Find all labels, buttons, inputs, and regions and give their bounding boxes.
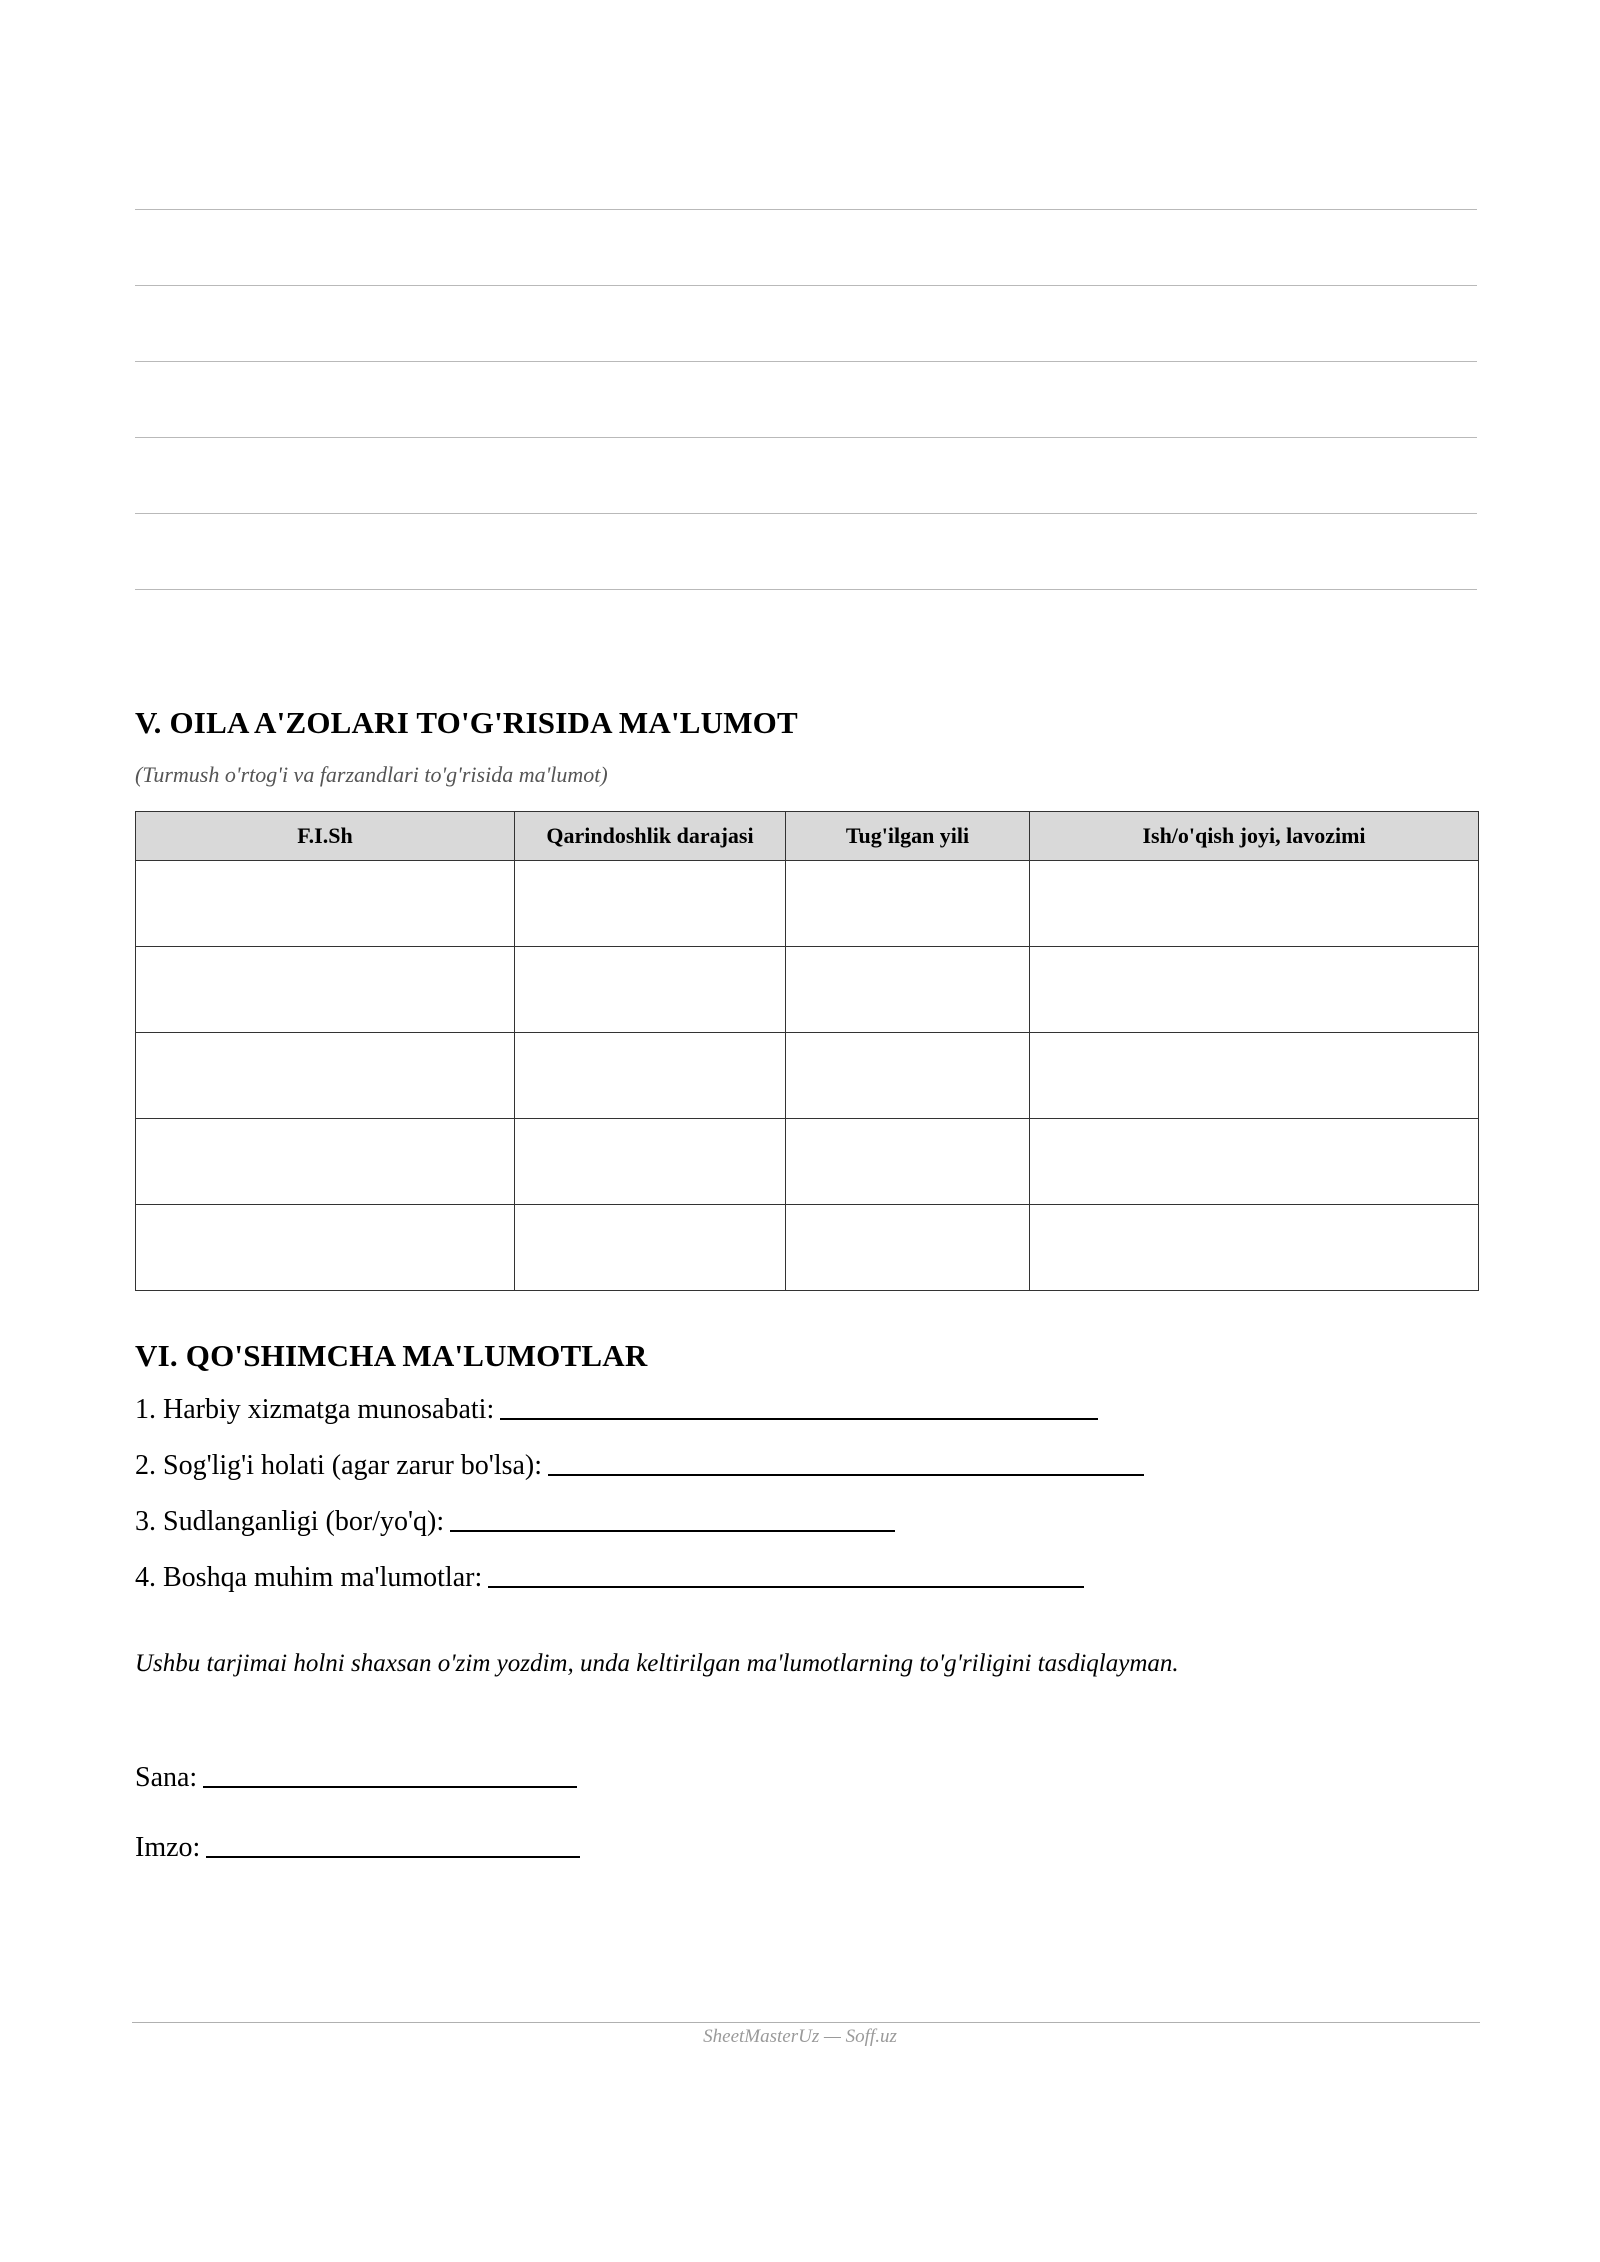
table-cell[interactable] <box>1030 1119 1479 1205</box>
table-cell[interactable] <box>786 861 1030 947</box>
writing-line <box>135 437 1477 438</box>
table-cell[interactable] <box>1030 1033 1479 1119</box>
table-cell[interactable] <box>136 947 515 1033</box>
table-cell[interactable] <box>786 1205 1030 1291</box>
footer-divider <box>132 2022 1480 2023</box>
table-row <box>136 1205 1479 1291</box>
field-label: 1. Harbiy xizmatga munosabati: <box>135 1394 495 1425</box>
signature-input[interactable] <box>206 1855 580 1858</box>
table-cell[interactable] <box>1030 861 1479 947</box>
health-status-input[interactable] <box>548 1473 1144 1476</box>
table-cell[interactable] <box>1030 1205 1479 1291</box>
field-label: 2. Sog'lig'i holati (agar zarur bo'lsa): <box>135 1450 543 1481</box>
writing-line <box>135 513 1477 514</box>
table-cell[interactable] <box>1030 947 1479 1033</box>
table-cell[interactable] <box>136 1033 515 1119</box>
table-cell[interactable] <box>515 1205 786 1291</box>
table-cell[interactable] <box>136 1119 515 1205</box>
signature-field <box>135 1832 580 1864</box>
family-members-table <box>135 811 1479 1291</box>
table-cell[interactable] <box>136 861 515 947</box>
date-input[interactable] <box>203 1785 577 1788</box>
table-cell[interactable] <box>515 1119 786 1205</box>
table-row <box>136 861 1479 947</box>
section-v-title: V. OILA A'ZOLARI TO'G'RISIDA MA'LUMOT <box>135 705 798 740</box>
section-v-subtitle: (Turmush o'rtog'i va farzandlari to'g'risida ma'lumot) <box>135 762 608 787</box>
table-row <box>136 1033 1479 1119</box>
writing-line <box>135 285 1477 286</box>
declaration-text: Ushbu tarjimai holni shaxsan o'zim yozdim, unda keltirilgan ma'lumotlarning to'g'riligini tasdiqlayman. <box>135 1650 1179 1677</box>
table-cell[interactable] <box>786 1033 1030 1119</box>
writing-line <box>135 589 1477 590</box>
table-cell[interactable] <box>786 1119 1030 1205</box>
writing-line <box>135 209 1477 210</box>
page-footer: SheetMasterUz — Soff.uz <box>703 2026 897 2047</box>
signature-label: Imzo: <box>135 1832 201 1863</box>
military-service-input[interactable] <box>500 1417 1098 1420</box>
other-info-input[interactable] <box>488 1585 1084 1588</box>
table-row <box>136 947 1479 1033</box>
column-header-work-place: Ish/o'qish joyi, lavozimi <box>1030 812 1479 861</box>
military-service-field <box>135 1394 1098 1426</box>
date-field <box>135 1762 577 1794</box>
table-cell[interactable] <box>515 861 786 947</box>
date-label: Sana: <box>135 1762 198 1793</box>
health-status-field <box>135 1450 1144 1482</box>
table-cell[interactable] <box>786 947 1030 1033</box>
column-header-relation: Qarindoshlik darajasi <box>515 812 786 861</box>
field-label: 3. Sudlanganligi (bor/yo'q): <box>135 1506 445 1537</box>
section-vi-title: VI. QO'SHIMCHA MA'LUMOTLAR <box>135 1338 648 1373</box>
other-info-field <box>135 1562 1084 1594</box>
table-cell[interactable] <box>515 947 786 1033</box>
writing-line <box>135 361 1477 362</box>
criminal-record-input[interactable] <box>450 1529 895 1532</box>
column-header-fish: F.I.Sh <box>136 812 515 861</box>
field-label: 4. Boshqa muhim ma'lumotlar: <box>135 1562 483 1593</box>
table-header-row <box>136 812 1479 861</box>
criminal-record-field <box>135 1506 895 1538</box>
table-cell[interactable] <box>515 1033 786 1119</box>
table-row <box>136 1119 1479 1205</box>
column-header-birth-year: Tug'ilgan yili <box>786 812 1030 861</box>
table-cell[interactable] <box>136 1205 515 1291</box>
